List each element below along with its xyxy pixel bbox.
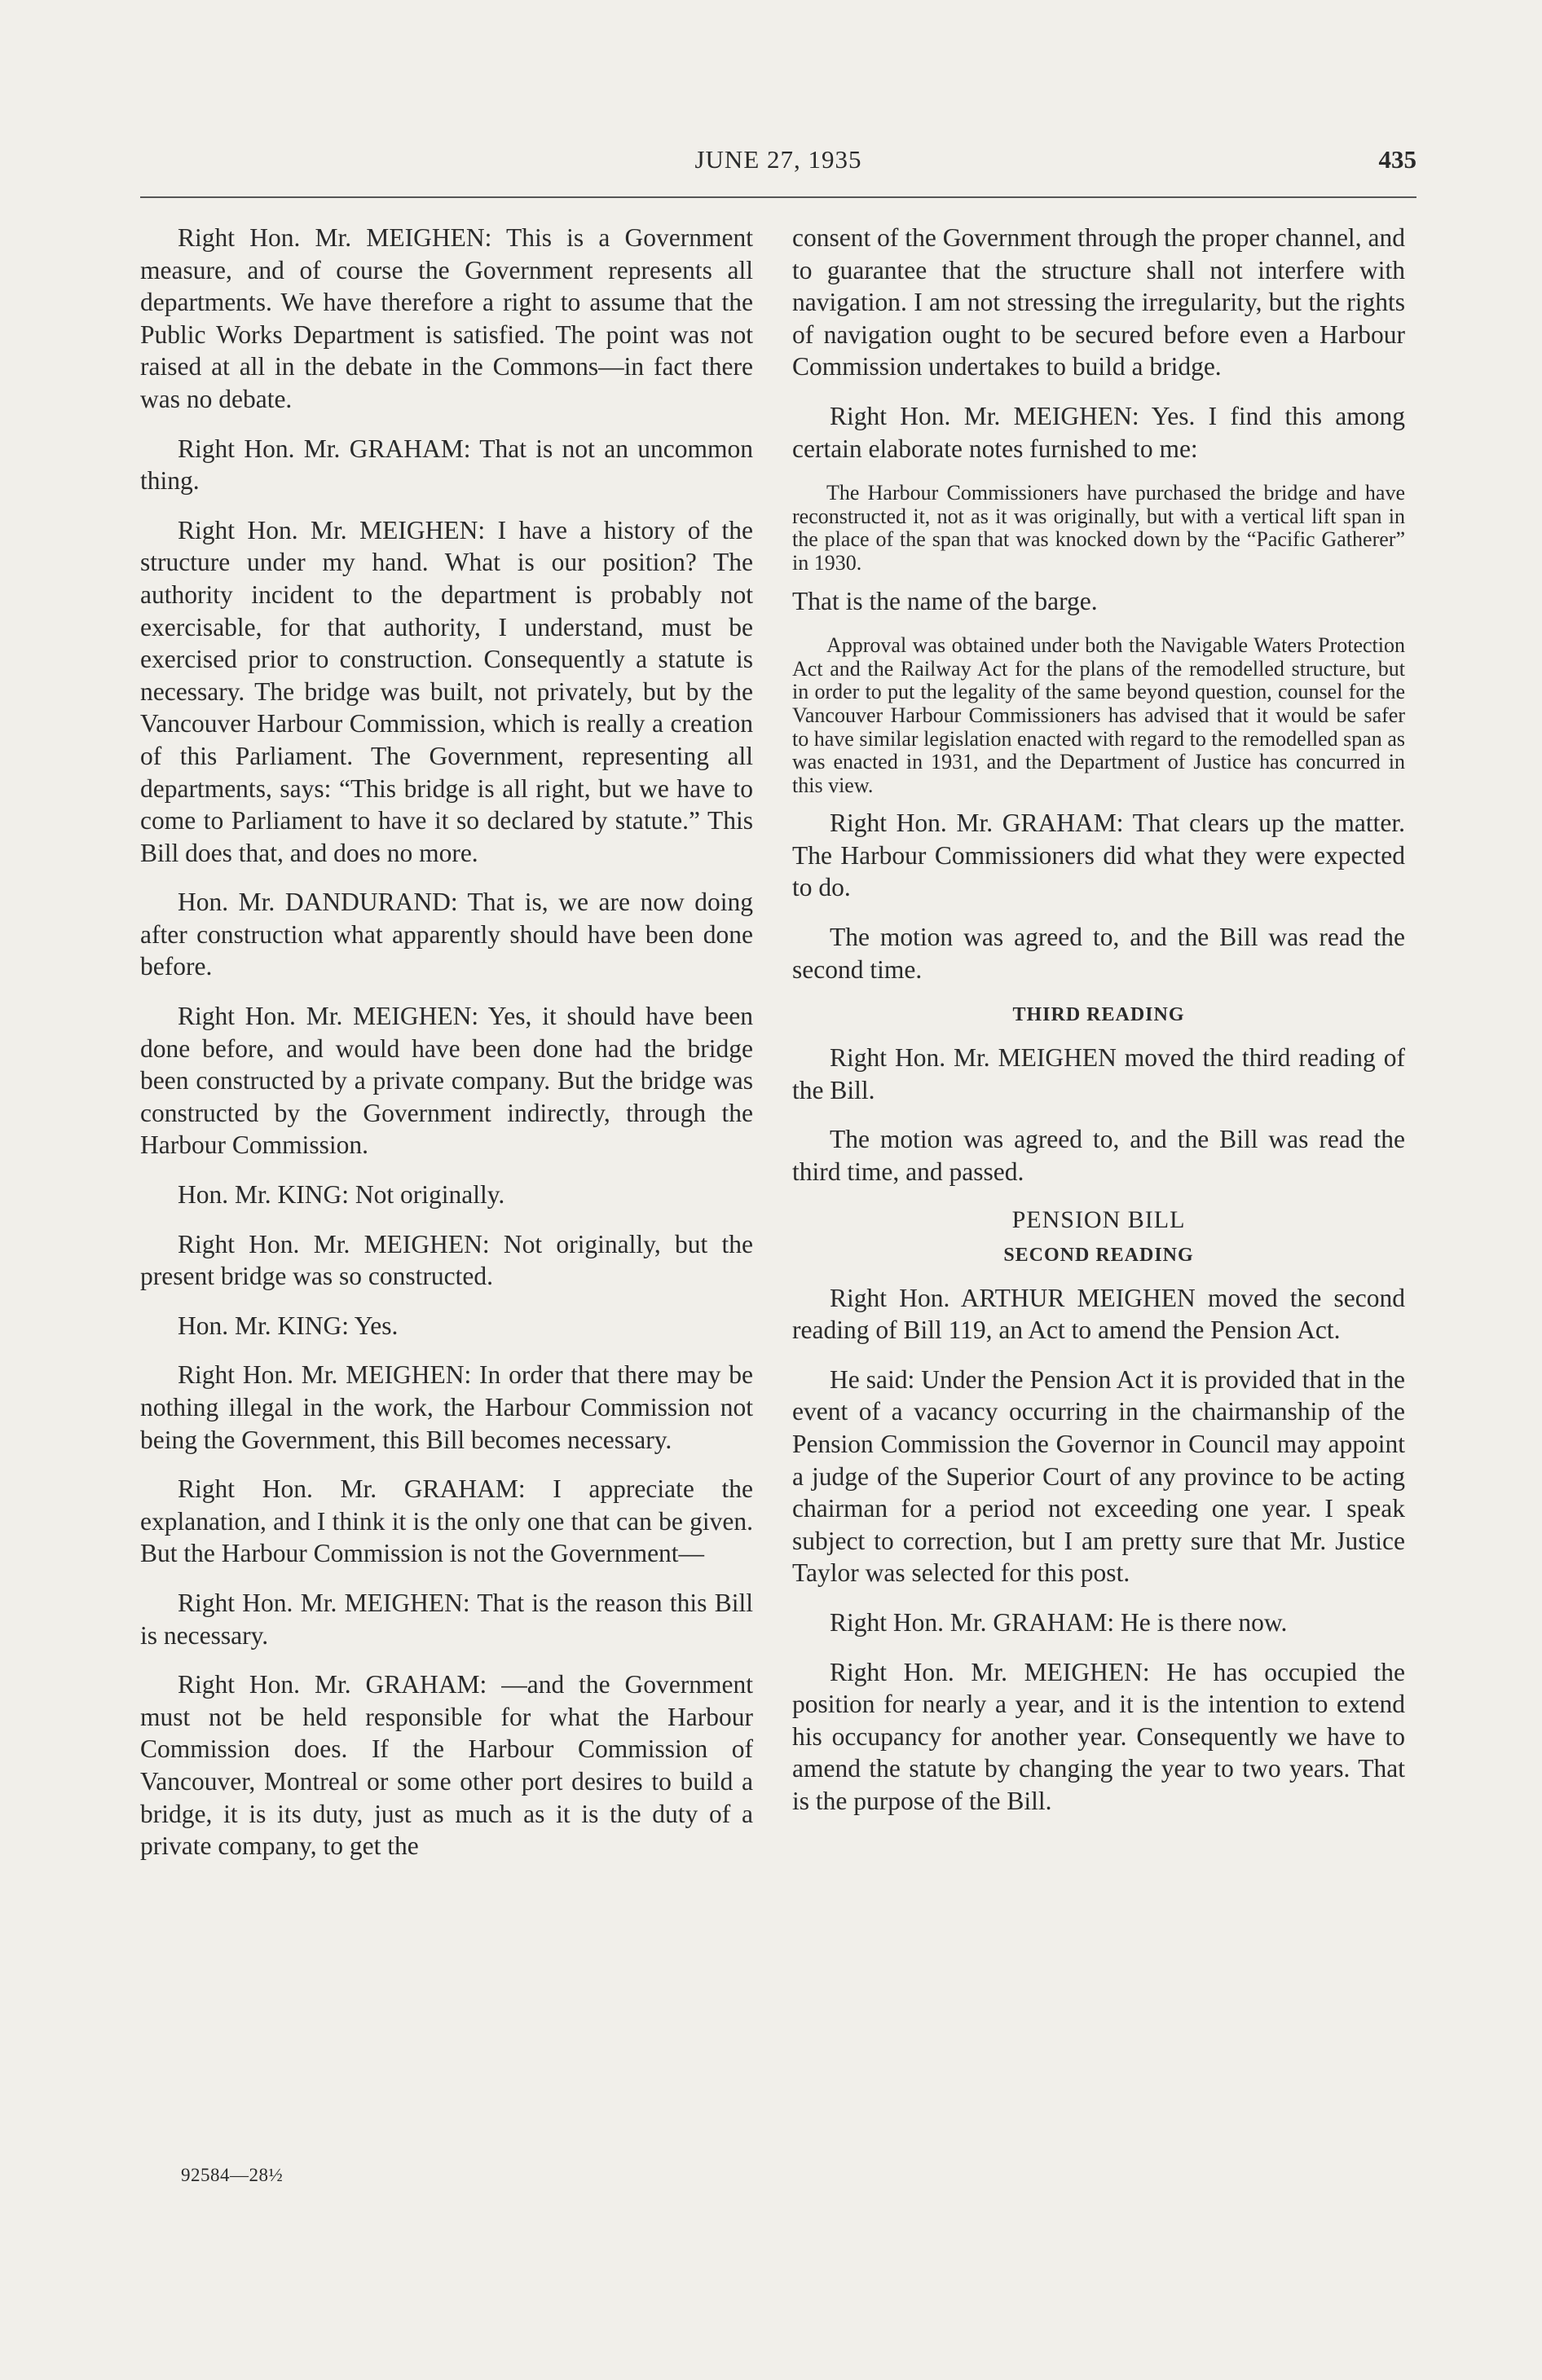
paragraph: Right Hon. Mr. MEIGHEN: I have a history of the structure under my hand. What is our position? The authority incident to the department is probably not exercisable, for that authority, I understand, must be exercised prior to construction. Consequently a statute is necessary. The bridge was built, not privately, but by the Vancouver Harbour Commission, which is really a creation of this Parliament. The Government, representing all departments, says: “This bridge is all right, but we have to come to Parliament to have it so declared by statute.” This Bill does that, and does no more. bbox=[140, 515, 753, 867]
paragraph: Right Hon. Mr. GRAHAM: That is not an uncommon thing. bbox=[140, 434, 753, 496]
quoted-note: Approval was obtained under both the Navigable Waters Protection Act and the Railway Act for the plans of the remodelled structure, but in order to put the legality of the same beyond question, counsel for the Vancouver Harbour Commissioners has advised that it would be safer to have similar legislation enacted with regard to the remodelled span as was enacted in 1931, and the Department of Justice has concurred in this view. bbox=[792, 633, 1405, 797]
paragraph: Hon. Mr. KING: Not originally. bbox=[178, 1180, 505, 1210]
paragraph: Right Hon. Mr. MEIGHEN: Yes. I find this among certain elaborate notes furnished to me: bbox=[792, 401, 1405, 463]
header-rule bbox=[140, 196, 1416, 198]
section-heading-second-reading: SECOND READING bbox=[1003, 1244, 1194, 1266]
page-header bbox=[140, 137, 1416, 189]
paragraph: That is the name of the barge. bbox=[792, 586, 1098, 615]
paragraph: The motion was agreed to, and the Bill was read the second time. bbox=[792, 923, 1405, 984]
paragraph: He said: Under the Pension Act it is provided that in the event of a vacancy occurring in the chairmanship of the Pension Commission the Governor in Council may appoint a judge of the Superior Court of any province to be acting chairman for a period not exceeding one year. I speak subject to correction, but I am pretty sure that Mr. Justice Taylor was selected for this post. bbox=[792, 1364, 1405, 1588]
section-heading-third-reading: THIRD READING bbox=[1012, 1004, 1185, 1026]
paragraph: Right Hon. Mr. MEIGHEN: In order that there may be nothing illegal in the work, the Harbour Commission not being the Government, this Bill becomes necessary. bbox=[140, 1360, 753, 1454]
printer-mark: 92584—28½ bbox=[181, 2165, 284, 2185]
paragraph: Right Hon. Mr. MEIGHEN: Yes, it should have been done before, and would have been done had the bridge been constructed by a private company. But the bridge was constructed by the Government indirectly, through the Harbour Commission. bbox=[140, 1002, 753, 1160]
continued-paragraph: consent of the Government through the proper channel, and to guarantee that the structure shall not interfere with navigation. I am not stressing the irregularity, but the rights of navigation ought to be secured before even a Harbour Commission undertakes to build a bridge. bbox=[792, 223, 1405, 381]
paragraph: The motion was agreed to, and the Bill was read the third time, and passed. bbox=[792, 1125, 1405, 1187]
left-column bbox=[140, 222, 753, 1880]
paragraph: Right Hon. Mr. GRAHAM: He is there now. bbox=[830, 1607, 1288, 1637]
bill-heading: PENSION BILL bbox=[1011, 1205, 1186, 1233]
paragraph: Right Hon. Mr. MEIGHEN: This is a Government measure, and of course the Government represents all departments. We have therefore a right to assume that the Public Works Department is satisfied. The point was not raised at all in the debate in the Commons—in fact there was no debate. bbox=[140, 223, 753, 413]
paragraph: Right Hon. Mr. MEIGHEN: Not originally, but the present bridge was so constructed. bbox=[140, 1229, 753, 1291]
paragraph: Right Hon. ARTHUR MEIGHEN moved the second reading of Bill 119, an Act to amend the Pension Act. bbox=[792, 1283, 1405, 1345]
paragraph: Right Hon. Mr. GRAHAM: —and the Government must not be held responsible for what the Harbour Commission does. If the Harbour Commission of Vancouver, Montreal or some other port desires to build a bridge, it is its duty, just as much as it is the duty of a private company, to get the bbox=[140, 1670, 753, 1861]
paragraph: Hon. Mr. KING: Yes. bbox=[178, 1311, 399, 1340]
page-date-title: JUNE 27, 1935 bbox=[694, 145, 862, 174]
paragraph: Right Hon. Mr. MEIGHEN moved the third reading of the Bill. bbox=[792, 1043, 1405, 1104]
paragraph: Right Hon. Mr. GRAHAM: I appreciate the explanation, and I think it is the only one that can be given. But the Harbour Commission is not the Government— bbox=[140, 1474, 753, 1568]
right-column bbox=[792, 222, 1405, 1835]
quoted-note: The Harbour Commissioners have purchased the bridge and have reconstructed it, not as it was originally, but with a vertical lift span in the place of the span that was knocked down by the “Pacific Gatherer” in 1930. bbox=[792, 481, 1405, 575]
paragraph: Right Hon. Mr. GRAHAM: That clears up the matter. The Harbour Commissioners did what they were expected to do. bbox=[792, 809, 1405, 902]
paragraph: Right Hon. Mr. MEIGHEN: He has occupied the position for nearly a year, and it is the intention to extend his occupancy for another year. Consequently we have to amend the statute by changing the year to two years. That is the purpose of the Bill. bbox=[792, 1657, 1405, 1815]
paragraph: Hon. Mr. DANDURAND: That is, we are now doing after construction what apparently should have been done before. bbox=[140, 888, 753, 981]
paragraph: Right Hon. Mr. MEIGHEN: That is the reason this Bill is necessary. bbox=[140, 1588, 753, 1650]
page-number: 435 bbox=[1378, 145, 1416, 174]
